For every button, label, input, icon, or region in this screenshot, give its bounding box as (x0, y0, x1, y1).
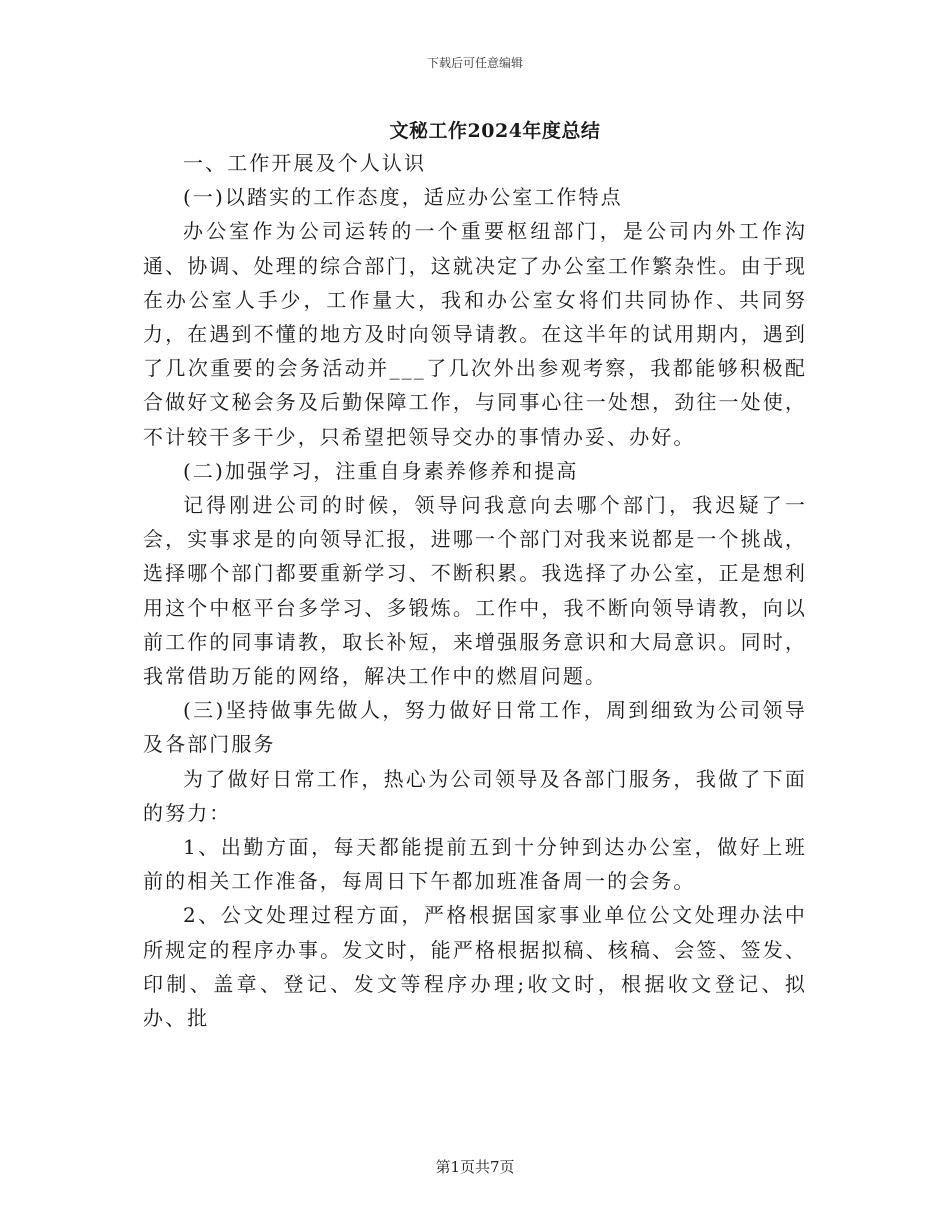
document-body (143, 146, 807, 1035)
header-note: 下载后可任意编辑 (426, 56, 523, 70)
list-item: 1、出勤方面，每天都能提前五到十分钟到达办公室，做好上班前的相关工作准备，每周日下午都加班准备周一的会务。 (143, 835, 807, 894)
body-paragraph: 记得刚进公司的时候，领导问我意向去哪个部门，我迟疑了一会，实事求是的向领导汇报，进哪一个部门对我来说都是一个挑战，选择哪个部门都要重新学习、不断积累。我选择了办公室，正是想利用这个中枢平台多学习、多锻炼。工作中，我不断向领导请教，向以前工作的同事请教，取长补短，来增强服务意识和大局意识。同时，我常借助万能的网络，解决工作中的燃眉问题。 (143, 493, 807, 689)
subsection-heading: (一)以踏实的工作态度，适应办公室工作特点 (183, 185, 623, 210)
subsection-heading: (二)加强学习，注重自身素养修养和提高 (183, 458, 579, 483)
document-title: 文秘工作2024年度总结 (389, 120, 601, 142)
page-footer: 第1页共7页 (435, 1158, 515, 1176)
body-paragraph: 为了做好日常工作，热心为公司领导及各部门服务，我做了下面的努力： (143, 766, 807, 825)
body-paragraph: 办公室作为公司运转的一个重要枢纽部门，是公司内外工作沟通、协调、处理的综合部门，这就决定了办公室工作繁杂性。由于现在办公室人手少，工作量大，我和办公室女将们共同协作、共同努力，在遇到不懂的地方及时向领导请教。在这半年的试用期内，遇到了几次重要的会务活动并___了几次外出参观考察，我都能够积极配合做好文秘会务及后勤保障工作，与同事心往一处想，劲往一处使，不计较干多干少，只希望把领导交办的事情办妥、办好。 (143, 219, 807, 449)
subsection-heading: (三)坚持做事先做人，努力做好日常工作，周到细致为公司领导及各部门服务 (143, 698, 807, 757)
list-item: 2、公文处理过程方面，严格根据国家事业单位公文处理办法中所规定的程序办事。发文时，能严格根据拟稿、核稿、会签、签发、印制、盖章、登记、发文等程序办理;收文时，根据收文登记、拟办、批 (143, 903, 807, 1031)
section-heading: 一、工作开展及个人认识 (183, 151, 427, 175)
